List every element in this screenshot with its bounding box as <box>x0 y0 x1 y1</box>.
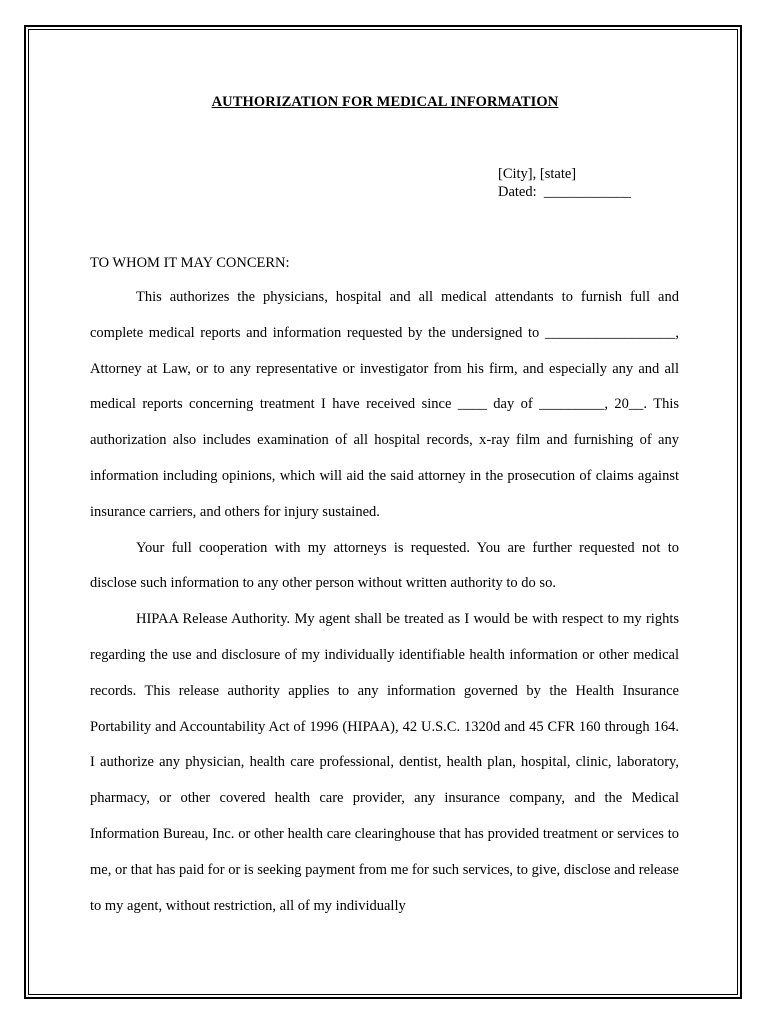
city-state-line: [City], [state] <box>498 166 577 182</box>
place-date-block <box>498 165 631 201</box>
salutation: TO WHOM IT MAY CONCERN: <box>90 255 290 271</box>
paragraph-cooperation: Your full cooperation with my attorneys is requested. You are further requested not to disclose such information to any other person without written authority to do so. <box>90 539 679 592</box>
document-title: AUTHORIZATION FOR MEDICAL INFORMATION <box>211 94 559 110</box>
paragraph-authorization: This authorizes the physicians, hospital and all medical attendants to furnish full and complete medical reports and information requested by the undersigned to __________________, Attorney at Law, or to any representative or investigator from his firm, and especially any and all medical reports concerning treatment I have received since ____ day of _________, 20__. This authorization also includes examination of all hospital records, x-ray film and furnishing of any information including opinions, which will aid the said attorney in the prosecution of claims against insurance carriers, and others for injury sustained. <box>90 289 679 520</box>
dated-line: Dated: ____________ <box>498 184 631 200</box>
body-text <box>90 280 679 924</box>
paragraph-hipaa: HIPAA Release Authority. My agent shall be treated as I would be with respect to my rights regarding the use and disclosure of my individually identifiable health information or other medical records. This release authority applies to any information governed by the Health Insurance Portability and Accountability Act of 1996 (HIPAA), 42 U.S.C. 1320d and 45 CFR 160 through 164. I authorize any physician, health care professional, dentist, health plan, hospital, clinic, laboratory, pharmacy, or other covered health care provider, any insurance company, and the Medical Information Bureau, Inc. or other health care clearinghouse that has provided treatment or services to me, or that has paid for or is seeking payment from me for such services, to give, disclose and release to my agent, without restriction, all of my individually <box>90 611 679 914</box>
